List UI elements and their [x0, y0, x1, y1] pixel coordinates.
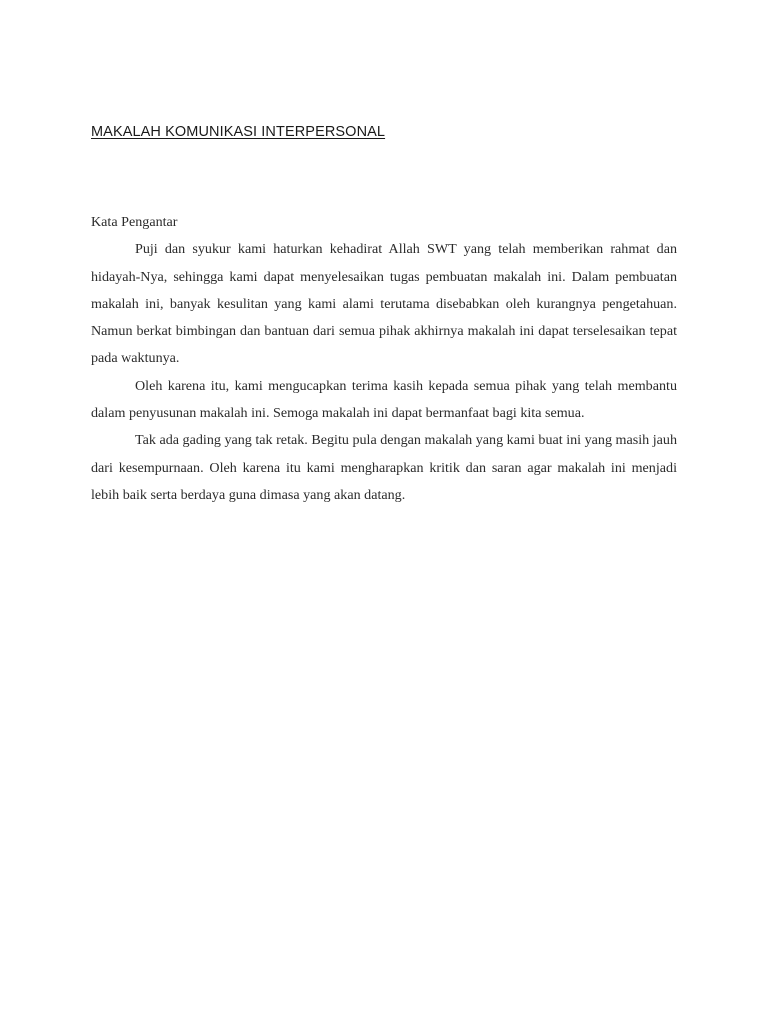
document-body: [91, 209, 677, 509]
paragraph: Puji dan syukur kami haturkan kehadirat Allah SWT yang telah memberikan rahmat dan hidayah-Nya, sehingga kami dapat menyelesaikan tugas pembuatan makalah ini. Dalam pembuatan makalah ini, banyak kesulitan yang kami alami terutama disebabkan oleh kurangnya pengetahuan. Namun berkat bimbingan dan bantuan dari semua pihak akhirnya makalah ini dapat terselesaikan tepat pada waktunya.: [91, 241, 677, 367]
document-title: MAKALAH KOMUNIKASI INTERPERSONAL: [91, 124, 386, 140]
paragraph: Tak ada gading yang tak retak. Begitu pula dengan makalah yang kami buat ini yang masih jauh dari kesempurnaan. Oleh karena itu kami mengharapkan kritik dan saran agar makalah ini menjadi lebih baik serta berdaya guna dimasa yang akan datang.: [91, 432, 677, 503]
section-heading: Kata Pengantar: [91, 214, 178, 230]
paragraph: Oleh karena itu, kami mengucapkan terima kasih kepada semua pihak yang telah membantu dalam penyusunan makalah ini. Semoga makalah ini dapat bermanfaat bagi kita semua.: [91, 377, 677, 422]
